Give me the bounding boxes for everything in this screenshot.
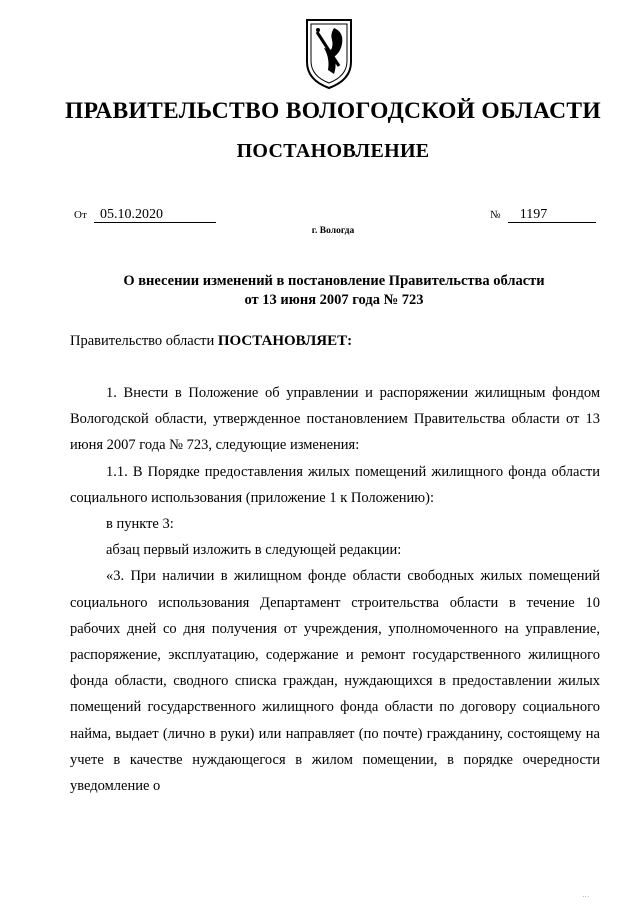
document-type: ПОСТАНОВЛЕНИЕ <box>236 140 430 162</box>
document-subject <box>70 272 598 310</box>
document-body <box>70 380 600 799</box>
resolution-prefix: Правительство области <box>70 333 215 349</box>
resolution-keyword: ПОСТАНОВЛЯЕТ: <box>217 333 353 349</box>
paragraph-1: 1. Внести в Положение об управлении и распоряжении жилищным фондом Вологодской области, утвержденное постановлением Правительства области от 13 июня 2007 года № 723, следующие изменения: <box>70 385 600 454</box>
subject-line-2: от 13 июня 2007 года № 723 <box>244 292 424 308</box>
date-row <box>74 206 216 223</box>
coat-of-arms-emblem <box>304 18 354 90</box>
government-title: ПРАВИТЕЛЬСТВО ВОЛОГОДСКОЙ ОБЛАСТИ <box>65 98 601 124</box>
footer-mark: ... <box>582 893 590 899</box>
subject-line-1: О внесении изменений в постановление Правительства области <box>123 273 545 289</box>
paragraph-5: «3. При наличии в жилищном фонде области свободных жилых помещений социального использования Департамент строительства области в течение 10 рабочих дней со дня получения от учреждения, уполномоченного на управление, распоряжение, эксплуатацию, содержание и ремонт государственного жилищного фонда области, сводного списка граждан, нуждающихся в предоставлении жилых помещений государственного жилищного фонда области по договору социального найма, выдает (лично в руки) или направляет (по почте) гражданину, состоящему на учете в качестве нуждающегося в жилом помещении, в порядке очередности уведомление о <box>70 568 600 795</box>
resolution-statement <box>70 333 352 350</box>
number-value: 1197 <box>508 207 596 223</box>
paragraph-4: абзац первый изложить в следующей редакции: <box>106 542 402 559</box>
city-name: г. Вологда <box>311 226 355 236</box>
date-label: От <box>74 209 87 221</box>
date-value: 05.10.2020 <box>94 207 216 223</box>
paragraph-3: в пункте 3: <box>106 516 174 533</box>
paragraph-2: 1.1. В Порядке предоставления жилых помещений жилищного фонда области социального использования (приложение 1 к Положению): <box>70 463 600 506</box>
number-row <box>490 206 596 223</box>
number-label: № <box>490 209 501 221</box>
